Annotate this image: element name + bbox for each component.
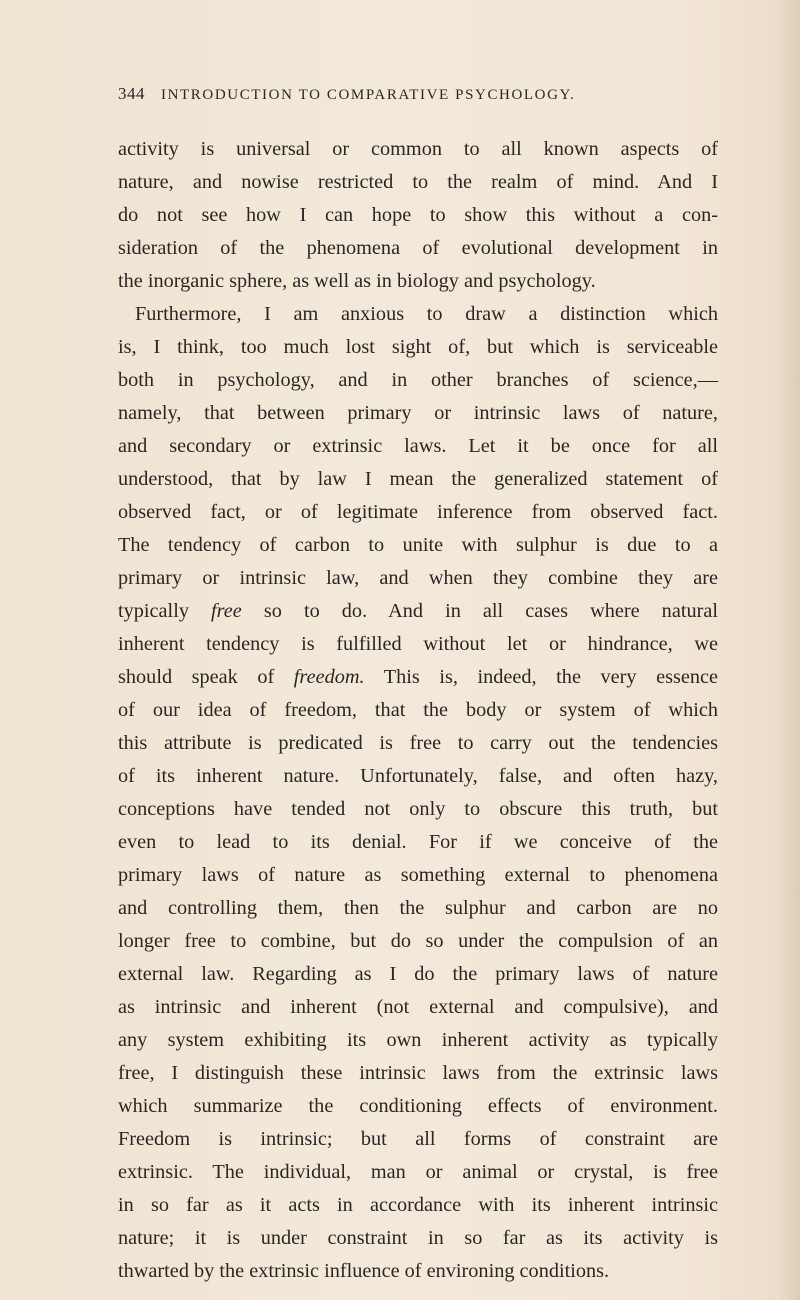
- text-line: both in psychology, and in other branches of science,—: [118, 369, 718, 391]
- text-line: the inorganic sphere, as well as in biology and psychology.: [118, 270, 596, 292]
- text-line: is, I think, too much lost sight of, but which is serviceable: [118, 336, 718, 358]
- text-line: activity is universal or common to all known aspects of: [118, 138, 718, 160]
- text-line: thwarted by the extrinsic influence of environing conditions.: [118, 1260, 610, 1282]
- text-line: and secondary or extrinsic laws. Let it be once for all: [118, 435, 718, 457]
- text-line: Freedom is intrinsic; but all forms of constraint are: [118, 1128, 718, 1150]
- text-line: Furthermore, I am anxious to draw a distinction which: [135, 303, 718, 325]
- text-line: [118, 661, 718, 694]
- text-line: observed fact, or of legitimate inference from observed fact.: [118, 501, 718, 523]
- text-line: sideration of the phenomena of evolutional development in: [118, 237, 718, 259]
- text-line: and controlling them, then the sulphur and carbon are no: [118, 897, 718, 919]
- italic-word-freedom: freedom.: [293, 666, 365, 688]
- text-segment: This is, indeed, the very essence: [364, 666, 718, 688]
- text-line: this attribute is predicated is free to carry out the tendencies: [118, 732, 718, 754]
- text-line: of our idea of freedom, that the body or system of which: [118, 699, 718, 721]
- text-line: even to lead to its denial. For if we conceive of the: [118, 831, 718, 853]
- text-line: nature; it is under constraint in so far as its activity is: [118, 1227, 718, 1249]
- text-line: primary laws of nature as something external to phenomena: [118, 864, 718, 886]
- running-header: [118, 84, 718, 104]
- running-title: INTRODUCTION TO COMPARATIVE PSYCHOLOGY.: [161, 87, 576, 103]
- text-line: external law. Regarding as I do the primary laws of nature: [118, 963, 718, 985]
- text-line: [118, 595, 718, 628]
- text-line: free, I distinguish these intrinsic laws from the extrinsic laws: [118, 1062, 718, 1084]
- text-line: do not see how I can hope to show this without a con-: [118, 204, 718, 226]
- text-line: any system exhibiting its own inherent activity as typically: [118, 1029, 718, 1051]
- text-line: inherent tendency is fulfilled without let or hindrance, we: [118, 633, 718, 655]
- text-segment: typically: [118, 600, 212, 622]
- text-line: nature, and nowise restricted to the realm of mind. And I: [118, 171, 718, 193]
- body-text: [118, 133, 718, 1288]
- italic-word-free: free: [211, 600, 242, 622]
- text-line: longer free to combine, but do so under the compulsion of an: [118, 930, 718, 952]
- text-line: conceptions have tended not only to obscure this truth, but: [118, 798, 718, 820]
- text-line: namely, that between primary or intrinsic laws of nature,: [118, 402, 718, 424]
- text-line: in so far as it acts in accordance with its inherent intrinsic: [118, 1194, 718, 1216]
- page-number: 344: [118, 84, 145, 103]
- text-line: understood, that by law I mean the generalized statement of: [118, 468, 718, 490]
- text-line: of its inherent nature. Unfortunately, false, and often hazy,: [118, 765, 718, 787]
- text-segment: should speak of: [118, 666, 294, 688]
- text-line: The tendency of carbon to unite with sulphur is due to a: [118, 534, 718, 556]
- text-segment: so to do. And in all cases where natural: [241, 600, 718, 622]
- text-line: as intrinsic and inherent (not external and compulsive), and: [118, 996, 718, 1018]
- page-edge-shadow: [778, 0, 800, 1300]
- text-line: primary or intrinsic law, and when they combine they are: [118, 567, 718, 589]
- text-line: extrinsic. The individual, man or animal or crystal, is free: [118, 1161, 718, 1183]
- text-line: which summarize the conditioning effects of environment.: [118, 1095, 718, 1117]
